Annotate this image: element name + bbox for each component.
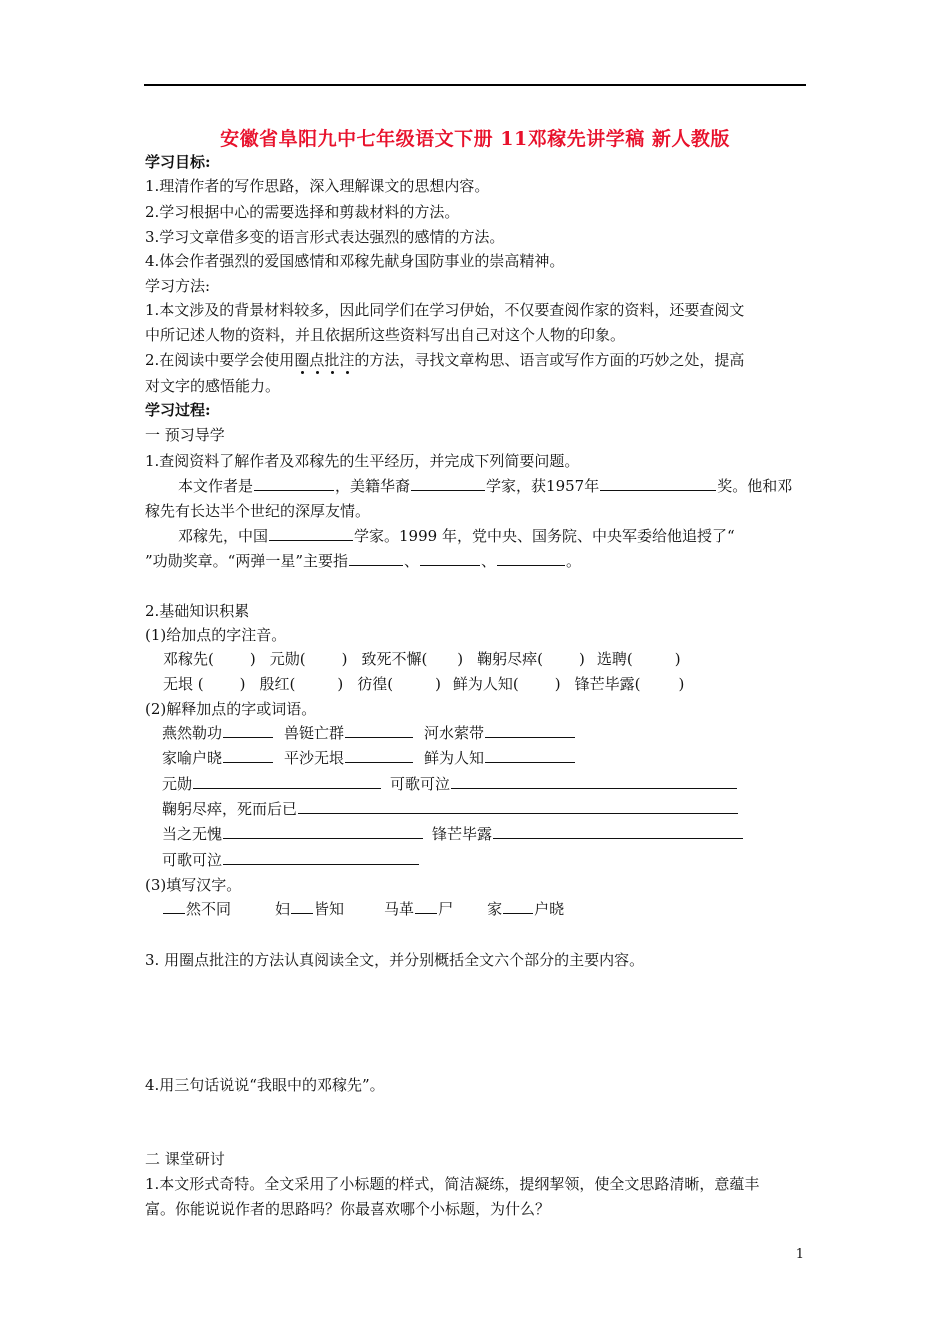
header-rule [144,84,806,86]
fill-text: 妇 [275,900,291,918]
term: 家喻户晓 [162,749,223,767]
method-2-text: 的方法，寻找文章构思、语言或写作方面的巧妙之处，提高 [354,351,745,369]
pinyin-item: 无垠 ( [163,675,204,693]
method-1-line-2: 中所记述人物的资料，并且依据所这些资料写出自己对这个人物的印象。 [145,326,626,344]
term: 元勋 [162,775,193,793]
fill-text: 户晓 [534,900,565,918]
pinyin-close: ) [435,675,441,693]
answer-blank[interactable] [415,899,437,914]
answer-blank[interactable] [254,476,334,491]
pinyin-item: 锋芒毕露( [574,675,641,693]
question-1-line-2: 稼先有长达半个世纪的深厚友情。 [145,502,371,520]
answer-blank[interactable] [600,476,716,491]
term: 鞠躬尽瘁，死而后已 [162,800,298,818]
pinyin-item: 元勋( [269,650,306,668]
goals-heading: 学习目标: [145,153,211,171]
text: 奖。他和邓 [717,477,793,495]
term: 锋芒毕露 [432,825,493,843]
question-2-3: (3)填写汉字。 [145,876,242,894]
answer-blank[interactable] [411,476,485,491]
text: 学家。1999 年，党中央、国务院、中央军委给他追授了“ [354,527,735,545]
goal-2: 2.学习根据中心的需要选择和剪裁材料的方法。 [145,203,460,221]
term: 当之无愧 [162,825,223,843]
fill-text: 然不同 [186,900,232,918]
term: 平沙无垠 [284,749,345,767]
explain-row-1 [162,723,576,743]
answer-blank[interactable] [223,850,419,865]
term: 河水萦带 [424,724,485,742]
text: 邓稼先，中国 [178,527,269,545]
page-number: 1 [795,1247,804,1262]
answer-blank[interactable] [298,799,738,814]
pinyin-close: ) [579,650,585,668]
question-5-line-1: 1.本文形式奇特。全文采用了小标题的样式，简洁凝练，提纲挈领，使全文思路清晰，意蕴丰 [145,1175,760,1193]
question-5-line-2: 富。你能说说作者的思路吗？你最喜欢哪个小标题，为什么？ [145,1200,551,1218]
answer-blank[interactable] [223,824,423,839]
section-2-heading: 二 课堂研讨 [145,1150,225,1168]
pinyin-row-1 [163,649,681,669]
term: 鲜为人知 [424,749,485,767]
answer-blank[interactable] [345,723,413,738]
explain-row-3 [162,774,738,794]
question-3: 3. 用圈点批注的方法认真阅读全文，并分别概括全文六个部分的主要内容。 [145,951,645,969]
dotted-char: 圈 [294,351,310,369]
text: 、 [481,552,497,570]
question-1-line-1 [178,476,792,496]
term: 燕然勒功 [162,724,223,742]
pinyin-close: ) [554,675,561,693]
goal-1: 1.理清作者的写作思路，深入理解课文的思想内容。 [145,177,490,195]
methods-heading: 学习方法: [145,277,211,295]
pinyin-item: 选聘( [596,650,633,668]
dotted-char: 点 [309,351,325,369]
answer-blank[interactable] [193,774,381,789]
text: ，美籍华裔 [335,477,411,495]
fill-text: 马革 [384,900,415,918]
answer-blank[interactable] [493,824,743,839]
pinyin-item: 鞠躬尽瘁( [477,650,544,668]
term: 兽铤亡群 [284,724,345,742]
answer-blank[interactable] [485,748,575,763]
pinyin-close: ) [678,675,685,693]
pinyin-item: 致死不懈( [361,650,428,668]
process-heading: 学习过程: [145,401,211,419]
method-2-text: 2.在阅读中要学会使用 [145,351,295,369]
pinyin-row-2 [163,674,684,694]
method-1-line-1: 1.本文涉及的背景材料较多，因此同学们在学习伊始，不仅要查阅作家的资料，还要查阅文 [145,301,745,319]
explain-row-5 [162,824,744,844]
pinyin-close: ) [341,650,348,668]
answer-blank[interactable] [485,723,575,738]
answer-blank[interactable] [269,526,353,541]
pinyin-item: 殷红( [259,675,296,693]
pinyin-close: ) [337,675,344,693]
question-2-2: (2)解释加点的字或词语。 [145,700,317,718]
pinyin-item: 鲜为人知( [452,675,519,693]
pinyin-item: 邓稼先( [163,650,214,668]
text: 、 [404,552,420,570]
explain-row-6 [162,850,420,870]
answer-blank[interactable] [420,551,480,566]
fill-text: 尸 [438,900,454,918]
method-2-line-2: 对文字的感悟能力。 [145,377,281,395]
section-1-heading: 一 预习导学 [145,426,225,444]
answer-blank[interactable] [223,723,273,738]
fill-row [162,899,564,919]
term: 可歌可泣 [390,775,451,793]
pinyin-close: ) [239,675,246,693]
question-2: 2.基础知识积累 [145,602,250,620]
text: 。 [566,552,582,570]
explain-row-2 [162,748,576,768]
answer-blank[interactable] [451,774,737,789]
question-4: 4.用三句话说说“我眼中的邓稼先”。 [145,1076,385,1094]
text: ”功勋奖章。“两弹一星”主要指 [145,552,349,570]
answer-blank[interactable] [349,551,403,566]
fill-text: 皆知 [314,900,345,918]
answer-blank[interactable] [291,899,313,914]
dotted-char: 批 [324,351,340,369]
document-title: 安徽省阜阳九中七年级语文下册 11邓稼先讲学稿 新人教版 [220,128,730,150]
term: 可歌可泣 [162,851,223,869]
explain-row-4 [162,799,739,819]
answer-blank[interactable] [345,748,413,763]
goal-3: 3.学习文章借多变的语言形式表达强烈的感情的方法。 [145,228,505,246]
question-1-line-3 [178,526,735,546]
text: 学家，获1957年 [486,477,600,495]
answer-blank[interactable] [497,551,565,566]
question-1-line-4 [145,551,581,571]
question-1: 1.查阅资料了解作者及邓稼先的生平经历，并完成下列简要问题。 [145,452,580,470]
text: 本文作者是 [178,477,254,495]
pinyin-close: ) [457,650,464,668]
pinyin-close: ) [674,650,681,668]
fill-text: 家 [487,900,503,918]
answer-blank[interactable] [163,899,185,914]
answer-blank[interactable] [223,748,273,763]
goal-4: 4.体会作者强烈的爱国感情和邓稼先献身国防事业的崇高精神。 [145,252,565,270]
method-2-line-1 [145,350,744,370]
pinyin-close: ) [249,650,256,668]
pinyin-item: 彷徨( [357,675,394,693]
answer-blank[interactable] [503,899,533,914]
question-2-1: (1)给加点的字注音。 [145,626,287,644]
dotted-char: 注 [339,351,355,369]
